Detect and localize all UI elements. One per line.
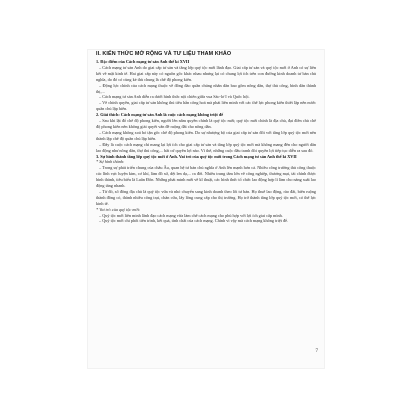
book-page (88, 50, 324, 368)
paragraph: – Cách mạng tư sản Anh do giai cấp tư sản và tầng lớp quý tộc mới lãnh đạo. Giai cấp tư sản và quý tộc mới ở Anh có sự liên kết về mặt kinh tế. Hai giai cấp này có nguồn gốc khác nhau nhưng lại có chung lợi ích trên con đường kinh doanh tư bản chủ nghĩa, do đó có cùng kẻ thù chung là chế độ phong kiến. (96, 64, 316, 82)
sub-label: * Vai trò của quý tộc mới: (96, 206, 141, 212)
paragraph: – Trong sự phát triển chung của châu Âu, quan hệ tư bản chủ nghĩa ở Anh lên mạnh hơn cả. Nhiều công trường thủ công thuộc các lĩnh vực luyện kim, cơ khí, làm đồ sứ, dệt len dạ,... ra đời. Nhiều trung tâm lớn về công nghiệp, thương mại, tài chính được hình thành, tiêu biểu là Luân Đôn. Những phát minh mới về kĩ thuật, các hình thức tổ chức lao động hợp lí làm cho năng suất lao động tăng nhanh. (96, 165, 316, 189)
page-number: 7 (315, 349, 318, 354)
section-heading: 1. Đặc điểm của Cách mạng tư sản Anh thế kỉ XVII (96, 59, 190, 64)
paragraph: – Quý tộc mới chi phối tiến trình, kết quả, tính chất của cách mạng. Chính vì vậy mà cách mạng không triệt để. (99, 218, 289, 224)
paragraph: – Cách mạng tư sản Anh diễn ra dưới hình thức nội chiến giữa vua Sác-lơ I và Quốc hội. (99, 94, 250, 100)
paragraph: – Quý tộc mới liên minh lãnh đạo cách mạng vừa làm chế cách mạng cho phù hợp với lợi ích giai cấp mình. (99, 212, 283, 218)
paragraph: – Về chính quyền, giai cấp tư sản không thủ tiêu hẳn công hoá mà phải liên minh với các thế lực phong kiến thiết lập nên nước quân chủ lập hiến. (96, 100, 316, 112)
paragraph: – Động lực chính của cách mạng thuộc về đông đảo quần chúng nhân dân bao gồm nông dân, thợ thủ công, bình dân thành thị,... (96, 82, 316, 94)
section-heading: 3. Sự hình thành tầng lớp quý tộc mới ở Anh. Vai trò của quý tộc mới trong Cách mạng tư sản Anh thế kỉ XVII (96, 153, 297, 159)
paragraph: – Sau khi lật đổ chế độ phong kiến, người lên nắm quyền chính là quý tộc mới; quý tộc mới chính là địa chủ, đại điền chủ chế độ phong kiến nên không giải quyết vấn đề ruộng đất cho nông dân. (96, 118, 316, 129)
sub-label: * Sự hình thành: (96, 159, 125, 165)
section-title: II. KIẾN THỨC MỞ RỘNG VÀ TƯ LIỆU THAM KHẢO (96, 51, 232, 57)
paragraph: – Cách mạng không xoá bỏ tận gốc chế độ phong kiến. Do sự nhượng bộ của giai cấp tư sản đối với tầng lớp quý tộc mới nên thành lập chế độ quân chủ lập hiến. (96, 129, 316, 141)
section-heading: 2. Giải thích: Cách mạng tư sản Anh là cuộc cách mạng không triệt để (96, 112, 224, 118)
page-content (96, 59, 316, 224)
paragraph: – Từ đó, số đông địa chủ là quý tộc vừa và nhỏ chuyển sang kinh doanh theo lối tư bản. Họ thuê lao động, rào đất, biến ruộng thành đồng cỏ, thành nhiều công trại, chăn cừu, lấy lông cung cấp cho thị trường. Họ trở thành tầng lớp quý tộc mới, có thế lực kinh tế. (96, 188, 316, 206)
paragraph: – Đây là cuộc cách mạng chỉ mang lại lợi ích cho giai cấp tư sản và tầng lớp quý tộc mới mà không mang đến cho người dân lao động như nông dân, thợ thủ công,... bất cứ quyền lợi nào. Vì thế, những cuộc đấu tranh đòi quyền lợi tiếp tục diễn ra sau đó. (96, 141, 316, 153)
